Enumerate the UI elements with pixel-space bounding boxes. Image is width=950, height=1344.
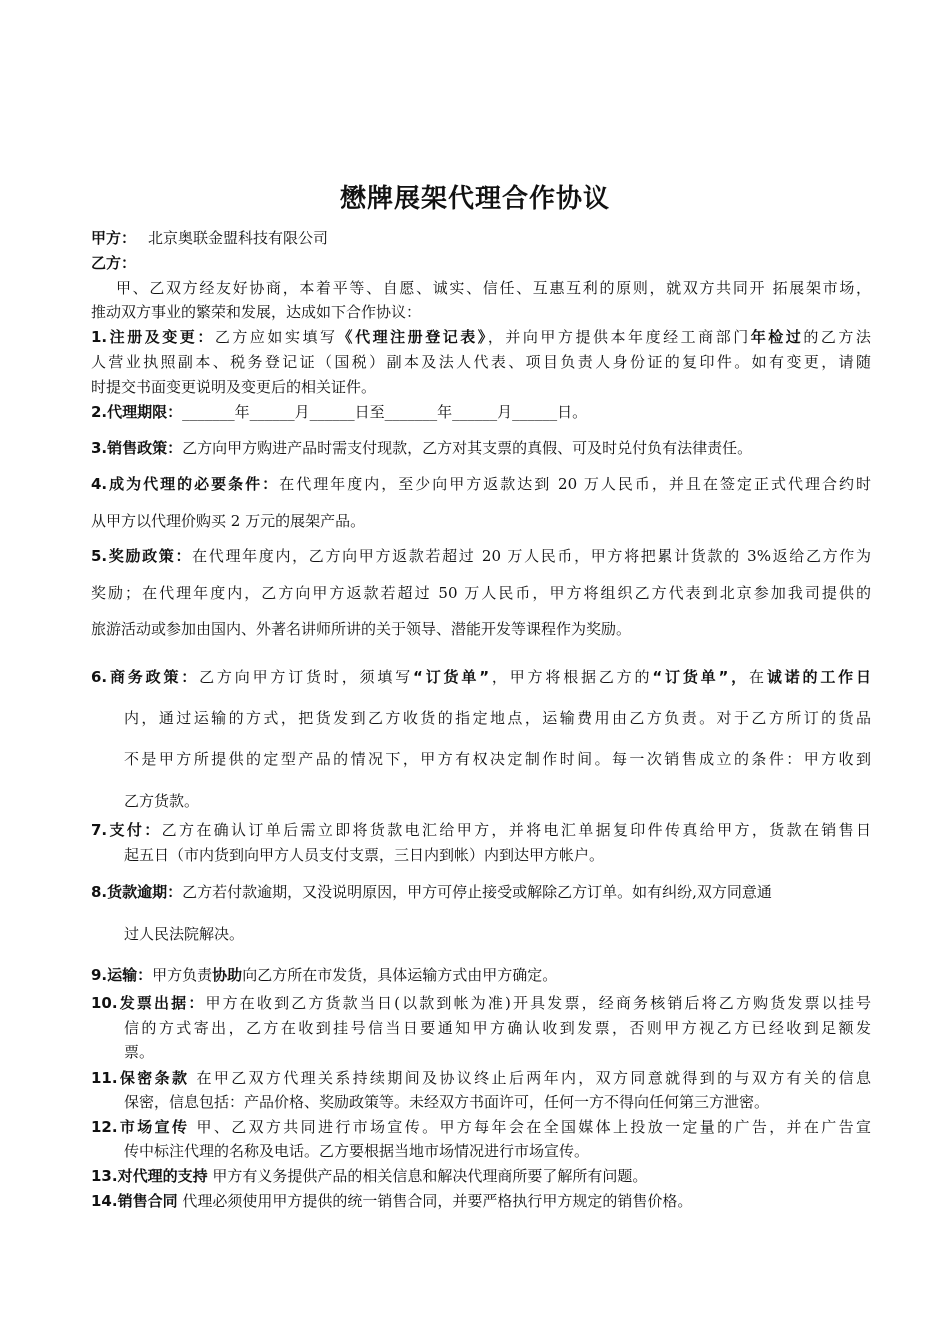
clause-12-number: 12. <box>91 1118 118 1136</box>
clause-11-heading: 保密条款 <box>117 1069 190 1087</box>
clause-12-text: 甲、乙双方共同进行市场宣传。甲方每年会在全国媒体上投放一定量的广告，并在广告宣 <box>189 1118 871 1136</box>
clause-11-line-2: 保密，信息包括：产品价格、奖励政策等。未经双方书面许可，任何一方不得向任何第三方泄密。 <box>124 1093 770 1111</box>
clause-13-text: 甲方有义务提供产品的相关信息和解决代理商所要了解所有问题。 <box>207 1167 648 1185</box>
document-title: 懋牌展架代理合作协议 <box>339 184 610 214</box>
clause-6-text-2: ，甲方将根据乙方的 <box>489 668 653 686</box>
clause-9-heading: 运输： <box>107 966 153 984</box>
clause-8-text: 乙方若付款逾期，又没说明原因，甲方可停止接受或解除乙方订单。如有纠纷,双方同意通 <box>182 883 772 901</box>
clause-8-number: 8. <box>91 883 108 901</box>
clause-5-text: 在代理年度内，乙方向甲方返款若超过 20 万人民币，甲方将把累计货款的 3%返给乙方作为 <box>192 547 871 565</box>
clause-4-number: 4. <box>91 475 108 493</box>
clause-14-heading: 销售合同 <box>117 1192 178 1210</box>
clause-2-number: 2. <box>91 403 108 421</box>
clause-7-number: 7. <box>91 821 108 839</box>
clause-2-line <box>91 401 871 423</box>
clause-8-heading: 货款逾期： <box>107 883 183 901</box>
clause-8-line-2: 过人民法院解决。 <box>124 925 245 943</box>
clause-7-text: 乙方在确认订单后需立即将货款电汇给甲方，并将电汇单据复印件传真给甲方，货款在销售日 <box>161 821 871 839</box>
clause-1-line-1 <box>91 326 871 348</box>
clause-1-text: 乙方应如实填写 <box>214 328 338 346</box>
clause-12-line-2: 传中标注代理的名称及电话。乙方要根据当地市场情况进行市场宣传。 <box>124 1142 590 1160</box>
clause-6-line-2: 内，通过运输的方式，把货发到乙方收货的指定地点，运输费用由乙方负责。对于乙方所订的货品 <box>124 709 871 727</box>
clause-5-number: 5. <box>91 547 108 565</box>
clause-10-line-3: 票。 <box>124 1043 155 1061</box>
party-a-value: 北京奥联金盟科技有限公司 <box>148 229 329 247</box>
clause-6-line-4: 乙方货款。 <box>124 792 200 810</box>
party-b-line <box>91 252 871 274</box>
clause-6-line-1 <box>91 666 871 688</box>
clause-1-text-2: ，并向甲方提供本年度经工商部门 <box>487 328 751 346</box>
clause-11-text: 在甲乙双方代理关系持续期间及协议终止后两年内，双方同意就得到的与双方有关的信息 <box>189 1069 871 1087</box>
clause-7-line-2: 起五日（市内货到向甲方人员支付支票，三日内到帐）内到达甲方帐户。 <box>124 846 605 864</box>
clause-6-text-3: 在 <box>749 668 767 686</box>
clause-14-number: 14. <box>91 1192 118 1210</box>
clause-1-number: 1. <box>91 328 108 346</box>
clause-5-heading: 奖励政策： <box>107 547 193 565</box>
clause-10-heading: 发票出据： <box>117 994 206 1012</box>
party-a-line <box>91 227 871 249</box>
preamble-line-1: 甲、乙双方经友好协商，本着平等、自愿、诚实、信任、互惠互利的原则，就双方共同开 拓展架市场， <box>116 279 871 297</box>
clause-5-line-1 <box>91 545 871 567</box>
clause-6-number: 6. <box>91 668 108 686</box>
clause-8-line-1 <box>91 881 871 903</box>
clause-4-line-2: 从甲方以代理价购买 2 万元的展架产品。 <box>91 512 366 530</box>
clause-1-text-3: 的乙方法 <box>803 328 871 346</box>
clause-9-assist: 协助 <box>212 966 243 984</box>
clause-4-heading: 成为代理的必要条件： <box>107 475 280 493</box>
clause-7-heading: 支付： <box>107 821 162 839</box>
preamble-line-2: 推动双方事业的繁荣和发展，达成如下合作协议： <box>91 303 422 321</box>
clause-5-line-2: 奖励；在代理年度内，乙方向甲方返款若超过 50 万人民币，甲方将组织乙方代表到北京参加我司提供的 <box>91 584 871 602</box>
clause-10-line-1 <box>91 992 871 1014</box>
clause-10-number: 10. <box>91 994 118 1012</box>
clause-10-line-2: 信的方式寄出，乙方在收到挂号信当日要通知甲方确认收到发票，否则甲方视乙方已经收到足额发 <box>124 1019 871 1037</box>
clause-9-line <box>91 964 871 986</box>
clause-11-line-1 <box>91 1067 871 1089</box>
clause-4-line-1 <box>91 473 871 495</box>
party-b-label: 乙方： <box>91 254 137 272</box>
clause-7-line-1 <box>91 819 871 841</box>
clause-14-line <box>91 1190 871 1212</box>
clause-13-number: 13. <box>91 1167 118 1185</box>
clause-1-line-3: 时提交书面变更说明及变更后的相关证件。 <box>91 378 377 396</box>
clause-1-heading: 注册及变更： <box>107 328 215 346</box>
clause-2-text: _______年______月______日至_______年______月______日。 <box>182 403 588 421</box>
clause-3-heading: 销售政策： <box>107 439 183 457</box>
clause-1-form-name: 《代理注册登记表》 <box>337 328 488 346</box>
clause-6-working-days: 诚诺的工作日 <box>766 668 871 686</box>
clause-6-order-form: “订货单” <box>413 668 490 686</box>
clause-1-annual-check: 年检过 <box>750 328 804 346</box>
clause-12-line-1 <box>91 1116 871 1138</box>
clause-11-number: 11. <box>91 1069 118 1087</box>
party-a-label: 甲方： <box>91 229 137 247</box>
clause-14-text: 代理必须使用甲方提供的统一销售合同，并要严格执行甲方规定的销售价格。 <box>177 1192 693 1210</box>
clause-9-number: 9. <box>91 966 108 984</box>
clause-6-text: 乙方向甲方订货时，须填写 <box>199 668 414 686</box>
clause-3-text: 乙方向甲方购进产品时需支付现款，乙方对其支票的真假、可及时兑付负有法律责任。 <box>182 439 753 457</box>
clause-9-text-2: 向乙方所在市发货，具体运输方式由甲方确定。 <box>242 966 558 984</box>
clause-1-line-2: 人营业执照副本、税务登记证（国税）副本及法人代表、项目负责人身份证的复印件。如有变更，请随 <box>91 353 871 371</box>
clause-2-heading: 代理期限： <box>107 403 183 421</box>
clause-9-text: 甲方负责 <box>152 966 213 984</box>
clause-12-heading: 市场宣传 <box>117 1118 190 1136</box>
clause-3-line <box>91 437 871 459</box>
clause-13-heading: 对代理的支持 <box>117 1167 208 1185</box>
clause-6-order-form-2: “订货单”， <box>652 668 750 686</box>
clause-4-text: 在代理年度内，至少向甲方返款达到 20 万人民币，并且在签定正式代理合约时 <box>279 475 871 493</box>
clause-13-line <box>91 1165 871 1187</box>
clause-6-line-3: 不是甲方所提供的定型产品的情况下，甲方有权决定制作时间。每一次销售成立的条件：甲方收到 <box>124 750 871 768</box>
clause-6-heading: 商务政策： <box>107 668 200 686</box>
clause-10-text: 甲方在收到乙方货款当日(以款到帐为准)开具发票，经商务核销后将乙方购货发票以挂号 <box>205 994 871 1012</box>
clause-5-line-3: 旅游活动或参加由国内、外著名讲师所讲的关于领导、潜能开发等课程作为奖励。 <box>91 620 632 638</box>
clause-3-number: 3. <box>91 439 108 457</box>
